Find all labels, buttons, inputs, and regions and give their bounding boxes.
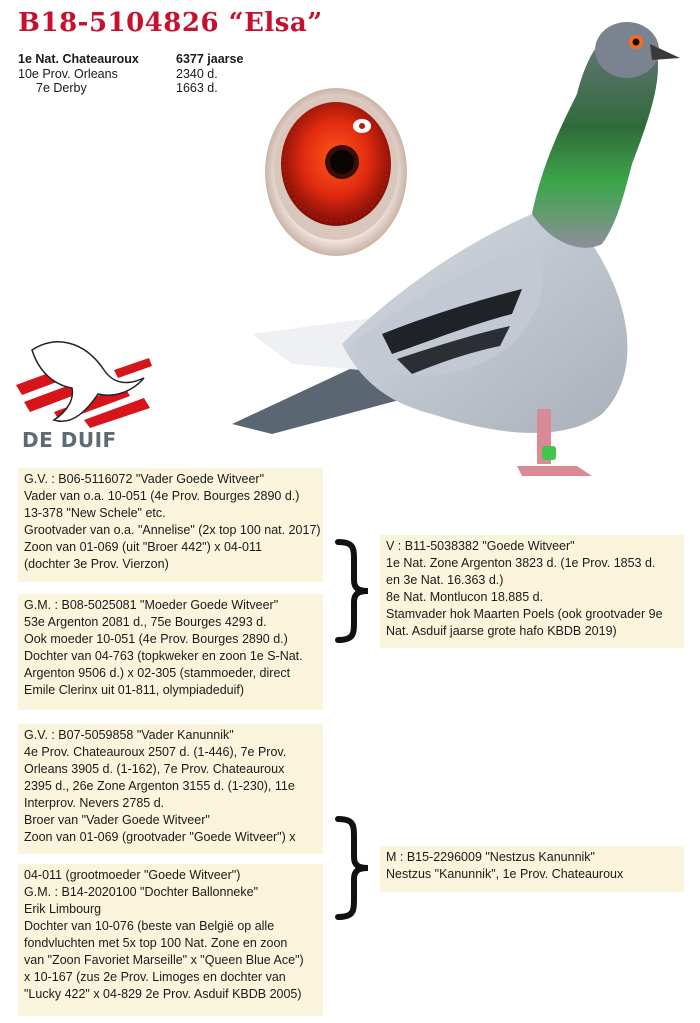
grandfather-maternal-box [18, 724, 323, 854]
father-box [380, 535, 684, 648]
pedigree-line: G.V. : B07-5059858 "Vader Kanunnik" [24, 728, 234, 742]
result-place: 10e Prov. Orleans [18, 66, 118, 81]
pedigree-line: Zoon van 01-069 (grootvader "Goede Witveer") x [24, 830, 296, 844]
grandfather-paternal-box [18, 468, 323, 582]
pedigree-line: Nat. Asduif jaarse grote hafo KBDB 2019) [386, 624, 617, 638]
pedigree-line: Grootvader van o.a. "Annelise" (2x top 100 nat. 2017) [24, 523, 321, 537]
pedigree-line: Broer van "Vader Goede Witveer" [24, 813, 210, 827]
grandmother-paternal-box [18, 594, 323, 710]
pedigree-line: Nestzus "Kanunnik", 1e Prov. Chateauroux [386, 867, 624, 881]
pedigree-line: Erik Limbourg [24, 902, 102, 916]
pedigree-line: G.M. : B14-2020100 "Dochter Ballonneke" [24, 885, 259, 899]
grandmother-maternal-box [18, 864, 323, 1016]
result-row [18, 52, 243, 67]
pedigree-line: Dochter van 04-763 (topkweker en zoon 1e S-Nat. [24, 649, 303, 663]
pedigree-line: van "Zoon Favoriet Marseille" x "Queen Blue Ace") [24, 953, 304, 967]
pigeon-photo [232, 14, 688, 492]
pedigree-line: 4e Prov. Chateauroux 2507 d. (1-446), 7e Prov. [24, 745, 287, 759]
pedigree-line: Zoon van 01-069 (uit "Broer 442") x 04-011 [24, 540, 262, 554]
pedigree-line: 8e Nat. Montlucon 18.885 d. [386, 590, 544, 604]
pedigree-line: "Lucky 422" x 04-829 2e Prov. Asduif KBDB 2005) [24, 987, 302, 1001]
logo-text: DE DUIF [22, 428, 117, 452]
pedigree-line: Ook moeder 10-051 (4e Prov. Bourges 2890 d.) [24, 632, 288, 646]
pedigree-line: fondvluchten met 5x top 100 Nat. Zone en zoon [24, 936, 288, 950]
pedigree-line: 1e Nat. Zone Argenton 3823 d. (1e Prov. 1853 d. [386, 556, 656, 570]
pedigree-line: 04-011 (grootmoeder "Goede Witveer") [24, 868, 241, 882]
pedigree-line: G.V. : B06-5116072 "Vader Goede Witveer" [24, 472, 265, 486]
pedigree-line: M : B15-2296009 "Nestzus Kanunnik" [386, 850, 595, 864]
pedigree-line: x 10-167 (zus 2e Prov. Limoges en dochter van [24, 970, 286, 984]
dove-logo-icon [14, 330, 154, 430]
pedigree-line: Vader van o.a. 10-051 (4e Prov. Bourges 2890 d.) [24, 489, 300, 503]
result-place: 7e Derby [36, 81, 87, 95]
pedigree-line: (dochter 3e Prov. Vierzon) [24, 557, 169, 571]
result-count: 6377 jaarse [176, 52, 244, 66]
pedigree-line: Stamvader hok Maarten Poels (ook grootvader 9e [386, 607, 663, 621]
pedigree-line: Orleans 3905 d. (1-162), 7e Prov. Chateauroux [24, 762, 285, 776]
result-row [18, 67, 243, 82]
result-count: 2340 d. [176, 66, 218, 81]
pedigree-line: Dochter van 10-076 (beste van België op alle [24, 919, 275, 933]
result-place: 1e Nat. Chateauroux [18, 52, 139, 66]
pedigree-line: 13-378 "New Schele" etc. [24, 506, 166, 520]
results-list [18, 52, 243, 96]
de-duif-logo [14, 330, 154, 456]
result-row [18, 81, 243, 96]
pedigree-line: G.M. : B08-5025081 "Moeder Goede Witveer" [24, 598, 279, 612]
pedigree-line: en 3e Nat. 16.363 d.) [386, 573, 504, 587]
pedigree-line: Emile Clerinx uit 01-811, olympiadeduif) [24, 683, 245, 697]
pigeon-title: B18-5104826 “Elsa” [18, 8, 323, 38]
pedigree-line: 2395 d., 26e Zone Argenton 3155 d. (1-230), 11e [24, 779, 295, 793]
result-count: 1663 d. [176, 81, 218, 95]
pedigree-line: V : B11-5038382 "Goede Witveer" [386, 539, 575, 553]
brace-icon [334, 538, 374, 644]
pedigree-line: Argenton 9506 d.) x 02-305 (stammoeder, direct [24, 666, 291, 680]
mother-box [380, 846, 684, 892]
brace-icon [334, 815, 374, 921]
pedigree-line: 53e Argenton 2081 d., 75e Bourges 4293 d. [24, 615, 267, 629]
pedigree-line: Interprov. Nevers 2785 d. [24, 796, 165, 810]
